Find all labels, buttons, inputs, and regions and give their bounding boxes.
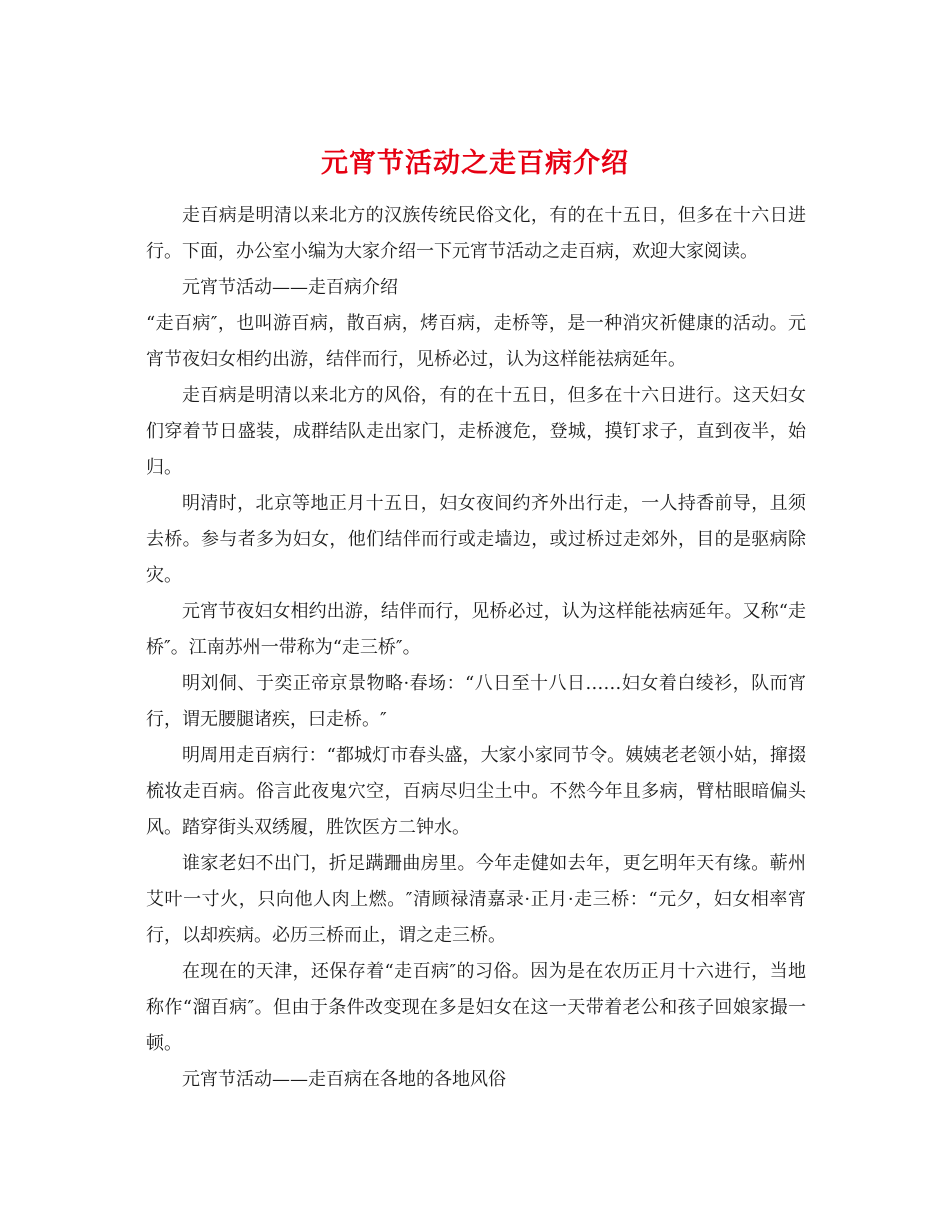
section-heading-regional: 元宵节活动——走百病在各地的各地风俗 <box>182 1069 506 1090</box>
paragraph-intro: 走百病是明清以来北方的汉族传统民俗文化，有的在十五日，但多在十六日进行。下面，办公室小编为大家介绍一下元宵节活动之走百病，欢迎大家阅读。 <box>146 205 806 262</box>
paragraph-definition: “走百病″，也叫游百病，散百病，烤百病，走桥等，是一种消灾祈健康的活动。元宵节夜妇女相约出游，结伴而行，见桥必过，认为这样能祛病延年。 <box>146 313 806 370</box>
paragraph-custom: 走百病是明清以来北方的风俗，有的在十五日，但多在十六日进行。这天妇女们穿着节日盛装，成群结队走出家门，走桥渡危，登城，摸钉求子，直到夜半，始归。 <box>146 385 806 478</box>
paragraph-zhou-yong: 明周用走百病行：“都城灯市春头盛，大家小家同节令。姨姨老老领小姑，撺掇梳妆走百病。俗言此夜鬼穴空，百病尽归尘土中。不然今年且多病，臂枯眼暗偏头风。踏穿街头双绣履，胜饮医方二钟水。 <box>146 745 806 838</box>
paragraph-gu-lu: 谁家老妇不出门，折足蹒跚曲房里。今年走健如去年，更乞明年天有缘。蕲州艾叶一寸火，只向他人肉上燃。″清顾禄清嘉录·正月·走三桥：“元夕，妇女相率宵行，以却疾病。必历三桥而止，谓之走三桥。 <box>146 853 806 946</box>
paragraph-liu-tong: 明刘侗、于奕正帝京景物略·春场：“八日至十八日……妇女着白绫衫，队而宵行，谓无腰腿诸疾，曰走桥。″ <box>146 673 806 730</box>
paragraph-walk-bridge: 元宵节夜妇女相约出游，结伴而行，见桥必过，认为这样能祛病延年。又称“走桥″。江南苏州一带称为“走三桥″。 <box>146 601 806 658</box>
document-title: 元宵节活动之走百病介绍 <box>321 148 629 180</box>
paragraph-tianjin: 在现在的天津，还保存着“走百病″的习俗。因为是在农历正月十六进行，当地称作“溜百病″。但由于条件改变现在多是妇女在这一天带着老公和孩子回娘家撮一顿。 <box>146 961 806 1054</box>
document-body <box>146 198 806 1098</box>
paragraph-ming-qing: 明清时，北京等地正月十五日，妇女夜间约齐外出行走，一人持香前导，且须去桥。参与者多为妇女，他们结伴而行或走墙边，或过桥过走郊外，目的是驱病除灾。 <box>146 493 806 586</box>
section-heading-intro: 元宵节活动——走百病介绍 <box>182 277 398 298</box>
